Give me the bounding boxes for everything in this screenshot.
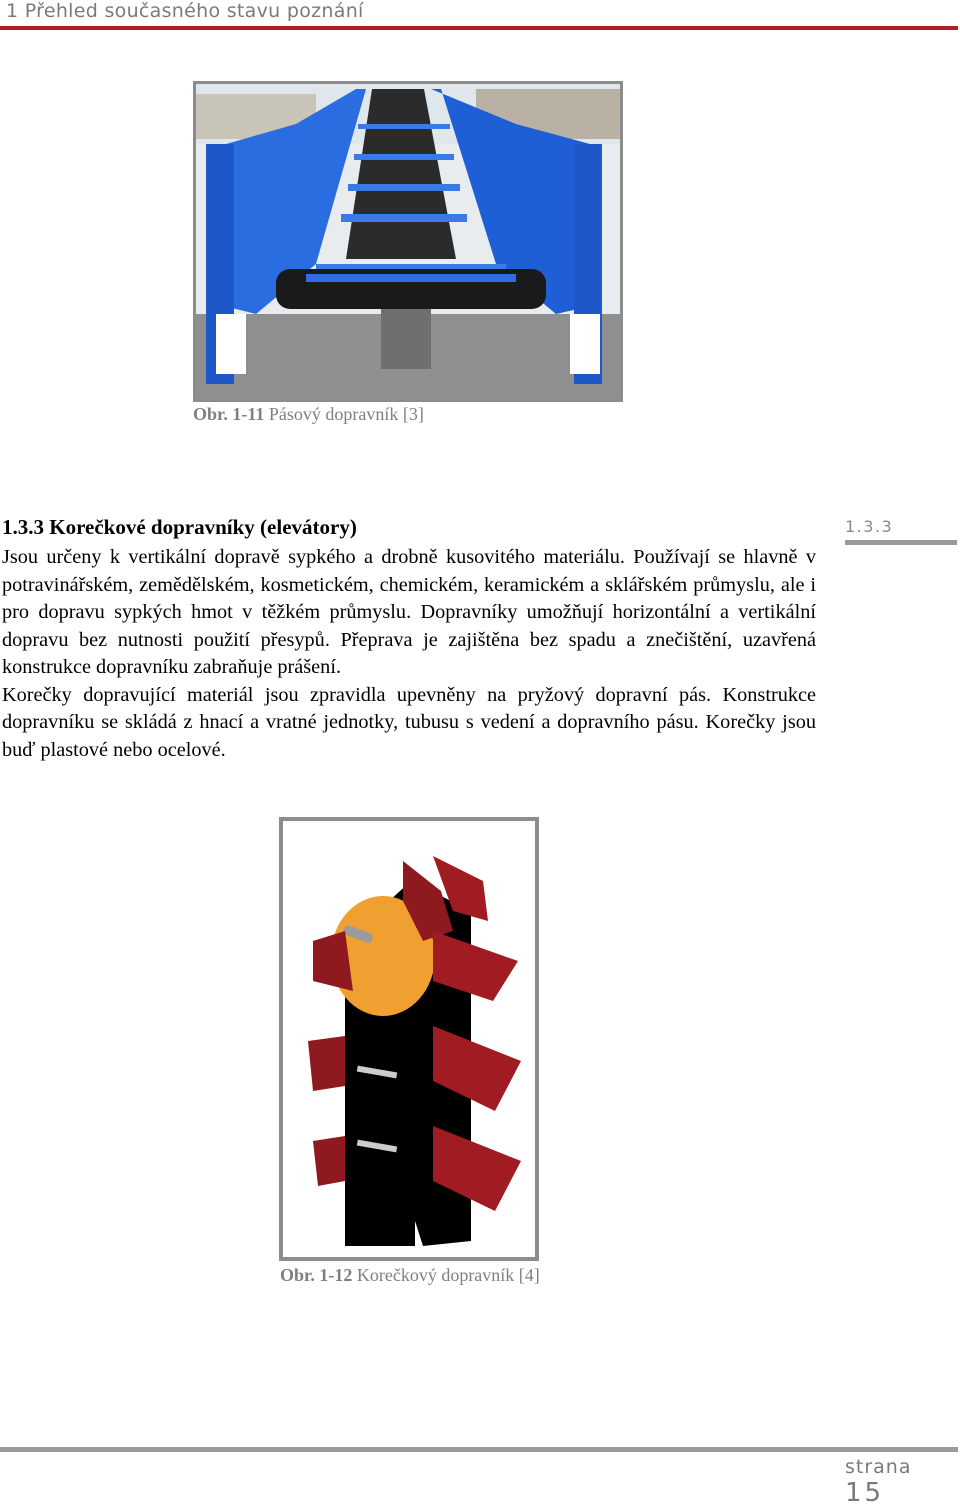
- margin-section-number: 1.3.3: [845, 517, 894, 536]
- figure-belt-conveyor-photo: [193, 81, 623, 402]
- figure2-caption: [280, 1265, 540, 1286]
- figure2-caption-text: Korečkový dopravník [4]: [356, 1265, 540, 1285]
- figure2-number: Obr. 1-12: [280, 1265, 353, 1285]
- figure1-caption-text: Pásový dopravník [3]: [268, 404, 424, 424]
- figure1-caption: [193, 404, 424, 425]
- footer-page-label: strana: [845, 1456, 912, 1478]
- running-header: 1 Přehled současného stavu poznání: [6, 0, 364, 22]
- paragraph-1: Jsou určeny k vertikální dopravě sypkého a drobně kusovitého materiálu. Používají se hlavně v potravinářském, zemědělském, kosmetickém, chemickém, keramickém a sklářském průmyslu, ale i pro dopravu sypkých hmot v těžkém průmyslu. Dopravníky umožňují horizontální a vertikální dopravu bez nutnosti použití přesypů. Přeprava je zajištěna bez spadu a znečištění, uzavřená konstrukce dopravníku zabraňuje prášení.: [2, 546, 816, 678]
- section-heading: 1.3.3 Korečkové dopravníky (elevátory): [2, 515, 357, 539]
- figure1-number: Obr. 1-11: [193, 404, 265, 424]
- bucket-elevator-image: [283, 821, 535, 1257]
- paragraph-2: Korečky dopravující materiál jsou zpravidla upevněny na pryžový dopravní pás. Konstrukce dopravníku se skládá z hnací a vratné jednotky, tubusu s vedení a dopravního pásu. Korečky jsou buď plastové nebo ocelové.: [2, 683, 816, 761]
- header-rule: [0, 26, 958, 30]
- figure-bucket-elevator: [279, 817, 539, 1261]
- section-body: [2, 544, 816, 764]
- footer-page-number: 15: [845, 1478, 885, 1508]
- footer-rule: [0, 1447, 958, 1452]
- belt-conveyor-image: [196, 84, 620, 399]
- margin-rule: [845, 540, 957, 545]
